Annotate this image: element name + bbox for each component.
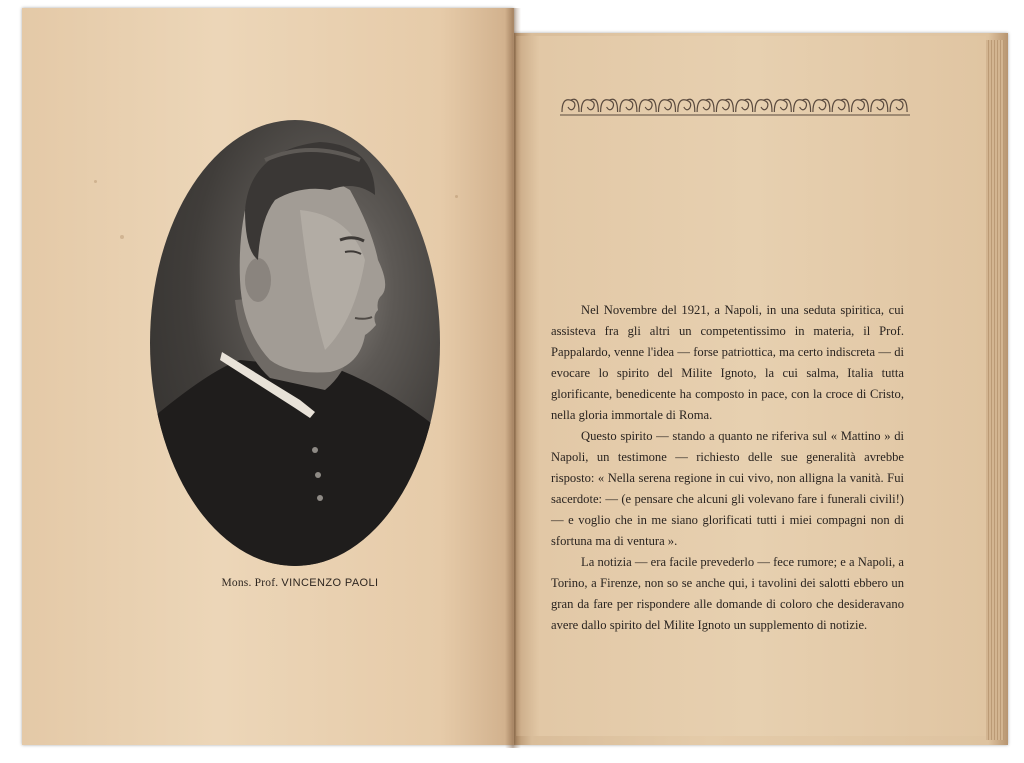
- book-gutter: [505, 8, 521, 748]
- caption-prefix: Mons. Prof.: [221, 577, 279, 589]
- ornament-motif: [794, 99, 811, 112]
- ornament-motif: [562, 99, 579, 112]
- ornament-motif: [852, 99, 869, 112]
- paper-spot: [120, 235, 124, 239]
- ornament-motif: [697, 99, 714, 112]
- caption-name: VINCENZO PAOLI: [281, 577, 379, 589]
- ornament-motif: [601, 99, 618, 112]
- portrait-figure: [150, 120, 440, 566]
- ornament-motif: [581, 99, 598, 112]
- ornament-motif: [813, 99, 830, 112]
- ornament-motif: [871, 99, 888, 112]
- portrait-caption: [160, 577, 440, 589]
- paragraph-2: Questo spirito — stando a quanto ne riferiva sul « Mattino » di Napoli, un testimone — richiesto delle sue generalità avrebbe risposto: « Nella serena regione in cui vivo, non alligna la vanità. Fui sacerdote: — (e pensare che alcuni gli volevano fare i funerali civili!) — e voglio che in me siano glorificati tutti i miei compagni non di sfortuna ma di ventura ».: [551, 429, 904, 548]
- ornament-motif: [755, 99, 772, 112]
- ornament-motif: [832, 99, 849, 112]
- ornamental-header-border: [560, 94, 910, 118]
- paragraph-3: La notizia — era facile prevederlo — fece rumore; e a Napoli, a Torino, a Firenze, non so se anche qui, i tavolini dei salotti ebbero un gran da fare per rispondere alle domande di coloro che desideravano avere dallo spirito del Milite Ignoto un supplemento di notizie.: [551, 555, 904, 632]
- portrait-oval: [150, 120, 440, 566]
- ornament-motif: [890, 99, 907, 112]
- paper-spot: [94, 180, 97, 183]
- ornament-motif: [716, 99, 733, 112]
- ornament-motif: [678, 99, 695, 112]
- paragraph-1: Nel Novembre del 1921, a Napoli, in una seduta spiritica, cui assisteva fra gli altri un competentissimo in materia, il Prof. Pappalardo, venne l'idea — forse patriottica, ma certo indiscreta — di evocare lo spirito del Milite Ignoto, la cui salma, Italia tutta glorificante, benedicente ha composto in pace, con la croce di Cristo, nella gloria immortale di Roma.: [551, 303, 904, 422]
- ornament-motif: [736, 99, 753, 112]
- paper-spot: [455, 195, 458, 198]
- page-text: [551, 300, 904, 636]
- ornament-motif: [639, 99, 656, 112]
- page-edges: [986, 40, 1004, 740]
- ornament-motif: [620, 99, 637, 112]
- ornament-motif: [659, 99, 676, 112]
- ornament-motif: [774, 99, 791, 112]
